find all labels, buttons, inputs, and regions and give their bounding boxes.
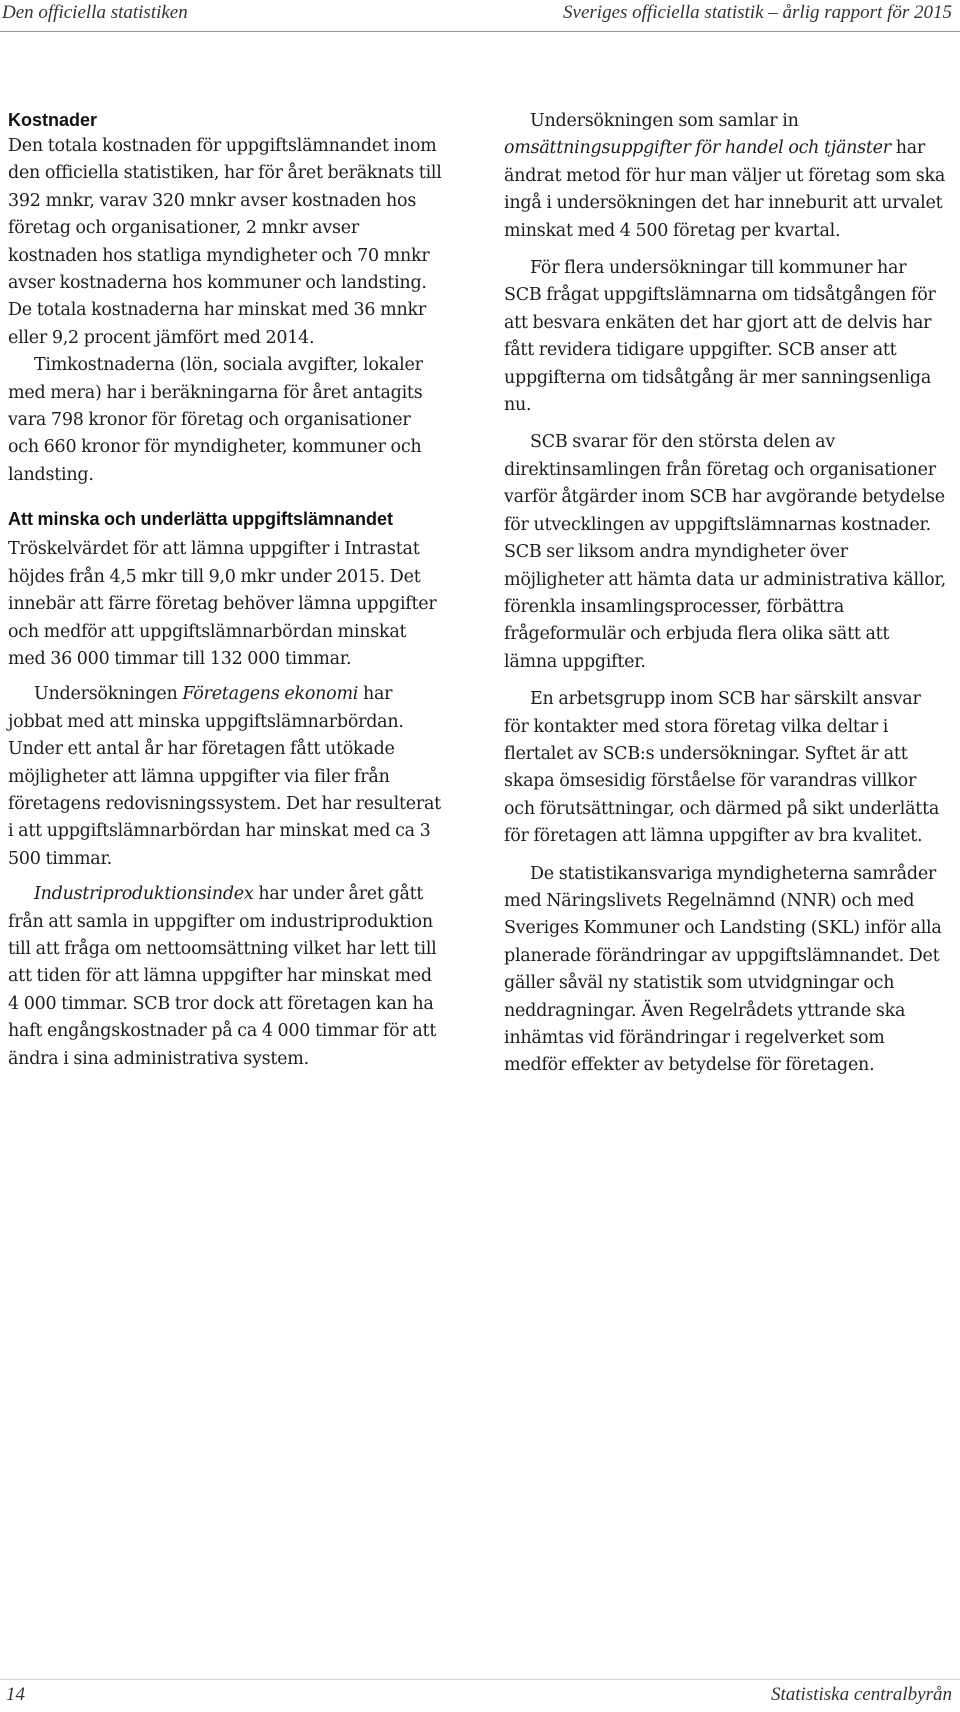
page-number: 14 [6,1684,25,1705]
paragraph-direktinsamling: SCB svarar för den största delen av direktinsamlingen från företag och organisationer varför åtgärder inom SCB har avgörande betydelse för utvecklingen av uppgiftslämnarnas kostnader. SCB ser liksom andra myndigheter över möjligheter att hämta data ur administrativa källor, förenkla insamlingsprocesser, förbättra frågeformulär och erbjuda flera olika sätt att lämna uppgifter. [504,432,946,672]
paragraph-intrastat: Tröskelvärdet för att lämna uppgifter i Intrastat höjdes från 4,5 mkr till 9,0 mkr under 2015. Det innebär att färre företag behöver lämna uppgifter och medför att uppgiftslämnarbördan minskat med 36 000 timmar till 132 000 timmar. [8,539,437,669]
header-report-title: Sveriges officiella statistik – årlig rapport för 2015 [563,2,952,23]
header-rule [0,31,960,32]
paragraph-samrad: De statistikansvariga myndigheterna samråder med Näringslivets Regelnämnd (NNR) och med Sveriges Kommuner och Landsting (SKL) inför alla planerade förändringar av uppgiftslämnandet. Det gäller såväl ny statistik som utvidgningar och neddragningar. Även Regelrådets yttrande ska inhämtas vid förändringar i regelverket som medför effekter av betydelse för företagen. [504,863,942,1076]
paragraph-total-cost: Den totala kostnaden för uppgiftslämnandet inom den officiella statistiken, har för året beräknats till 392 mnkr, varav 320 mnkr avser kostnaden hos företag och organisationer, 2 mnkr avser kostnaden hos statliga myndigheter och 70 mnkr avser kostnaderna hos kommuner och landsting. De totala kostnaderna har minskat med 36 mnkr eller 9,2 procent jämfört med 2014. [8,136,442,348]
left-column [8,108,444,1073]
page-footer [0,1684,960,1712]
heading-kostnader: Kostnader [8,110,98,130]
paragraph-foretagens-ekonomi: Undersökningen Företagens ekonomi har jobbat med att minska uppgiftslämnarbördan. Under ett antal år har företagen fått utökade möjligheter att lämna uppgifter via filer från företagens redovisningssystem. Det har resulterat i att uppgiftslämnarbördan har minskat med ca 3 500 timmar. [8,684,441,869]
paragraph-omsattningsuppgifter: Undersökningen som samlar in omsättningsuppgifter för handel och tjänster har ändrat metod för hur man väljer ut företag som ska ingå i undersökningen det har inneburit att urvalet minskat med 4 500 företag per kvartal. [504,111,946,241]
footer-rule [0,1679,960,1680]
survey-name-omsattningsuppgifter: omsättningsuppgifter för handel och tjänster [504,138,891,159]
paragraph-industriproduktionsindex: Industriproduktionsindex har under året gått från att samla in uppgifter om industriproduktion till att fråga om nettoomsättning vilket har lett till att tiden för att lämna uppgifter har minskat med 4 000 timmar. SCB tror dock att företagen kan ha haft engångskostnader på ca 4 000 timmar för att ändra i sina administrativa system. [8,884,437,1069]
publisher-name: Statistiska centralbyrån [770,1684,952,1705]
survey-name-industriproduktionsindex: Industriproduktionsindex [34,884,254,905]
running-header [0,0,960,30]
right-column [504,108,946,1080]
paragraph-arbetsgrupp: En arbetsgrupp inom SCB har särskilt ansvar för kontakter med stora företag vilka deltar i flertalet av SCB:s undersökningar. Syftet är att skapa ömsesidig förståelse för varandras villkor och förutsättningar, och därmed på sikt underlätta för företagen att lämna uppgifter av bra kvalitet. [504,689,940,847]
survey-name-foretagens-ekonomi: Företagens ekonomi [182,684,359,705]
header-section-title: Den officiella statistiken [2,2,188,23]
heading-minska-underlatta: Att minska och underlätta uppgiftslämnandet [8,509,394,530]
paragraph-hourly-cost: Timkostnaderna (lön, sociala avgifter, lokaler med mera) har i beräkningarna för året antagits vara 798 kronor för företag och organisationer och 660 kronor för myndigheter, kommuner och landsting. [8,355,423,485]
paragraph-kommuner: För flera undersökningar till kommuner har SCB frågat uppgiftslämnarna om tidsåtgången för att besvara enkäten det har gjort att de delvis har fått revidera tidigare uppgifter. SCB anser att uppgifterna om tidsåtgång är mer sanningsenliga nu. [504,258,936,416]
